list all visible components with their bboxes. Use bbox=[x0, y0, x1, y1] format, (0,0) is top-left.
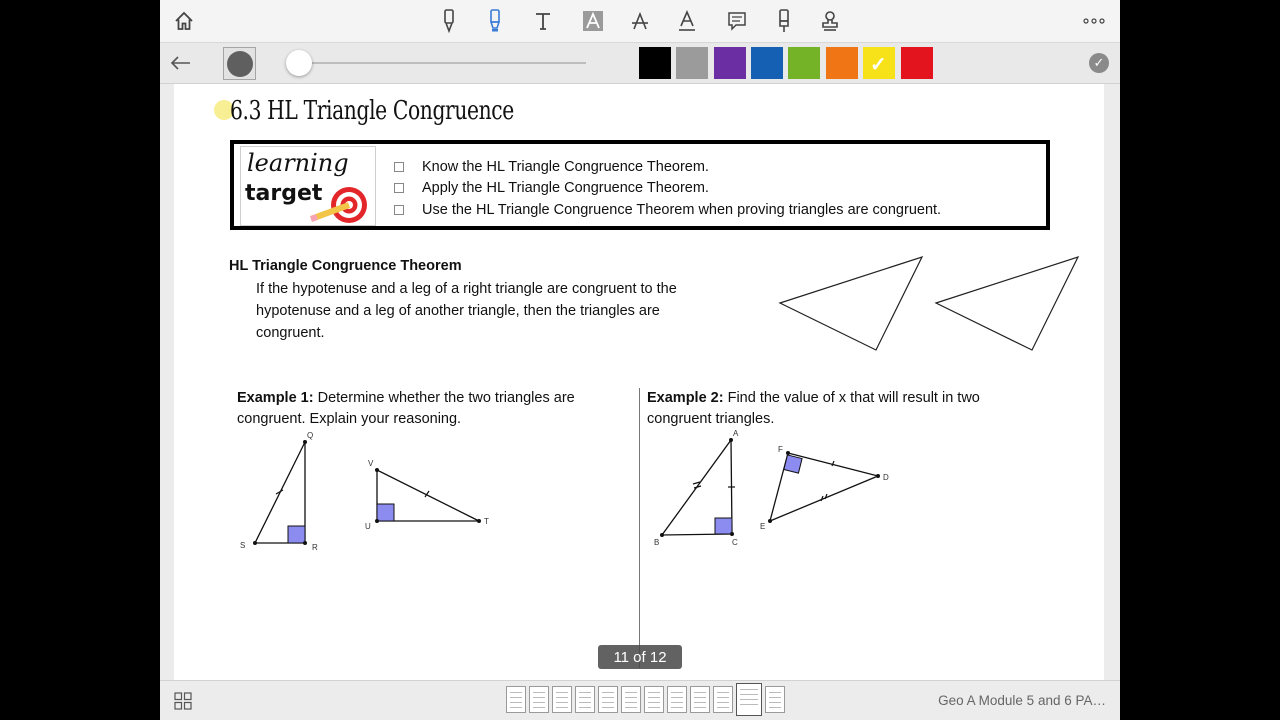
example2-prompt: Find the value of x that will result in two congruent triangles. bbox=[647, 390, 980, 427]
text-icon[interactable] bbox=[530, 8, 556, 34]
theorem-text: If the hypotenuse and a leg of a right triangle are congruent to the hypotenuse and a leg of another triangle, then the triangles are congruent. bbox=[256, 281, 677, 341]
document-page bbox=[174, 84, 1104, 680]
thumbnail-line bbox=[717, 697, 729, 698]
thumbnail-line bbox=[694, 707, 706, 708]
top-toolbar bbox=[160, 0, 1120, 43]
color-swatch[interactable] bbox=[788, 47, 820, 79]
thumbnail-line bbox=[671, 697, 683, 698]
logo-text-learning: learning bbox=[247, 149, 349, 177]
page-thumbnail[interactable] bbox=[529, 686, 549, 713]
thickness-slider-track[interactable] bbox=[300, 62, 586, 64]
thumbnail-line bbox=[602, 702, 614, 703]
done-checkmark-icon[interactable]: ✓ bbox=[1089, 53, 1109, 73]
thumbnail-line bbox=[510, 702, 522, 703]
thumbnail-line bbox=[769, 697, 781, 698]
thumbnail-line bbox=[533, 707, 545, 708]
theorem-heading: HL Triangle Congruence Theorem bbox=[229, 258, 462, 274]
thumbnail-line bbox=[533, 692, 545, 693]
thumbnail-line bbox=[556, 702, 568, 703]
label-f: F bbox=[778, 445, 783, 454]
label-t: T bbox=[484, 517, 489, 526]
thumbnail-line bbox=[579, 697, 591, 698]
example1-label: Example 1: bbox=[237, 390, 314, 406]
stamp-icon[interactable] bbox=[817, 8, 843, 34]
page-thumbnail[interactable] bbox=[621, 686, 641, 713]
thumbnail-line bbox=[671, 702, 683, 703]
thumbnail-line bbox=[671, 707, 683, 708]
thumbnail-line bbox=[694, 702, 706, 703]
example2-figure bbox=[650, 426, 910, 550]
label-r: R bbox=[312, 543, 318, 552]
thumbnail-line bbox=[602, 707, 614, 708]
text-box-icon[interactable] bbox=[580, 8, 606, 34]
pen-icon[interactable] bbox=[436, 8, 462, 34]
label-u: U bbox=[365, 522, 371, 531]
label-v: V bbox=[368, 459, 374, 468]
home-icon[interactable] bbox=[171, 8, 197, 34]
page-thumbnail[interactable] bbox=[506, 686, 526, 713]
color-swatch[interactable] bbox=[714, 47, 746, 79]
theorem-triangle-left bbox=[780, 257, 922, 350]
thumbnail-line bbox=[648, 692, 660, 693]
thumbnail-line bbox=[579, 707, 591, 708]
grid-view-icon[interactable] bbox=[170, 688, 196, 714]
thumbnail-line bbox=[717, 707, 729, 708]
thumbnail-line bbox=[717, 692, 729, 693]
label-c: C bbox=[732, 538, 738, 547]
thumbnail-line bbox=[717, 702, 729, 703]
label-e: E bbox=[760, 522, 766, 531]
thumbnail-line bbox=[625, 692, 637, 693]
target-bullseye-icon bbox=[325, 183, 369, 225]
label-q: Q bbox=[307, 431, 314, 440]
thumbnail-line bbox=[579, 692, 591, 693]
thumbnail-line bbox=[648, 697, 660, 698]
drawing-options-bar bbox=[160, 43, 1120, 84]
example1-text bbox=[237, 388, 617, 429]
thumbnail-line bbox=[740, 689, 758, 690]
checkbox-icon bbox=[394, 183, 404, 193]
thumbnail-line bbox=[694, 692, 706, 693]
thumbnail-line bbox=[579, 702, 591, 703]
thumbnail-line bbox=[602, 697, 614, 698]
highlighter-icon[interactable] bbox=[482, 8, 508, 34]
page-counter: 11 of 12 bbox=[598, 645, 682, 669]
theorem-triangle-right bbox=[936, 257, 1078, 350]
page-thumbnail[interactable] bbox=[736, 683, 762, 716]
page-thumbnail[interactable] bbox=[690, 686, 710, 713]
thumbnail-line bbox=[510, 707, 522, 708]
thumbnail-line bbox=[769, 707, 781, 708]
page-thumbnail[interactable] bbox=[713, 686, 733, 713]
thumbnail-line bbox=[769, 702, 781, 703]
logo-text-target: target bbox=[245, 181, 323, 206]
color-swatch[interactable] bbox=[863, 47, 895, 79]
thumbnail-line bbox=[533, 702, 545, 703]
thumbnail-line bbox=[694, 697, 706, 698]
thumbnail-line bbox=[556, 692, 568, 693]
checkbox-icon bbox=[394, 205, 404, 215]
page-thumbnails bbox=[506, 686, 785, 716]
document-name[interactable]: Geo A Module 5 and 6 PA… bbox=[938, 693, 1106, 708]
thumbnail-line bbox=[740, 694, 758, 695]
annotation-app bbox=[160, 0, 1120, 720]
thumbnail-line bbox=[769, 692, 781, 693]
example2-label: Example 2: bbox=[647, 390, 724, 406]
example1-prompt: Determine whether the two triangles are congruent. Explain your reasoning. bbox=[237, 390, 575, 427]
learning-target-box bbox=[230, 140, 1050, 230]
color-swatch[interactable] bbox=[639, 47, 671, 79]
color-swatch[interactable] bbox=[676, 47, 708, 79]
theorem-triangles-figure bbox=[778, 254, 1080, 354]
strikethrough-icon[interactable] bbox=[627, 8, 653, 34]
worksheet-title: 6.3 HL Triangle Congruence bbox=[230, 96, 514, 126]
eraser-icon[interactable] bbox=[771, 8, 797, 34]
thumbnail-line bbox=[602, 692, 614, 693]
objective-item bbox=[394, 199, 941, 221]
thumbnail-line bbox=[556, 697, 568, 698]
page-thumbnail[interactable] bbox=[598, 686, 618, 713]
thumbnail-line bbox=[625, 697, 637, 698]
thumbnail-line bbox=[671, 692, 683, 693]
examples-divider bbox=[639, 388, 640, 668]
objective-item bbox=[394, 178, 941, 200]
thumbnail-line bbox=[510, 697, 522, 698]
color-swatch[interactable] bbox=[901, 47, 933, 79]
example2-text bbox=[647, 388, 1027, 429]
thumbnail-line bbox=[510, 692, 522, 693]
more-icon[interactable] bbox=[1081, 8, 1107, 34]
thumbnail-line bbox=[648, 702, 660, 703]
thumbnail-line bbox=[556, 707, 568, 708]
thumbnail-line bbox=[625, 707, 637, 708]
objective-text: Apply the HL Triangle Congruence Theorem. bbox=[422, 180, 709, 197]
bottom-bar bbox=[160, 680, 1120, 720]
objectives-list bbox=[394, 156, 941, 221]
objective-text: Use the HL Triangle Congruence Theorem when proving triangles are congruent. bbox=[422, 201, 942, 218]
objective-text: Know the HL Triangle Congruence Theorem. bbox=[422, 158, 709, 175]
example1-figure bbox=[234, 430, 504, 554]
comment-icon[interactable] bbox=[724, 8, 750, 34]
pen-size-dot bbox=[227, 51, 253, 77]
pen-size-preview[interactable] bbox=[223, 47, 256, 80]
label-s: S bbox=[240, 541, 246, 550]
thumbnail-line bbox=[648, 707, 660, 708]
checkbox-icon bbox=[394, 162, 404, 172]
thumbnail-line bbox=[740, 704, 758, 705]
objective-item bbox=[394, 156, 941, 178]
page-thumbnail[interactable] bbox=[644, 686, 664, 713]
page-thumbnail[interactable] bbox=[575, 686, 595, 713]
label-a: A bbox=[733, 429, 739, 438]
thumbnail-line bbox=[625, 702, 637, 703]
undo-icon[interactable] bbox=[168, 50, 194, 76]
page-thumbnail[interactable] bbox=[765, 686, 785, 713]
page-thumbnail[interactable] bbox=[552, 686, 572, 713]
thickness-slider-knob[interactable] bbox=[286, 50, 312, 76]
page-thumbnail[interactable] bbox=[667, 686, 687, 713]
color-swatch[interactable] bbox=[751, 47, 783, 79]
underline-icon[interactable] bbox=[674, 8, 700, 34]
learning-target-logo bbox=[240, 146, 376, 226]
thumbnail-line bbox=[533, 697, 545, 698]
label-d: D bbox=[883, 473, 889, 482]
thumbnail-line bbox=[740, 699, 758, 700]
selected-check-icon: ✓ bbox=[870, 54, 887, 76]
label-b: B bbox=[654, 538, 660, 547]
color-swatch[interactable] bbox=[826, 47, 858, 79]
